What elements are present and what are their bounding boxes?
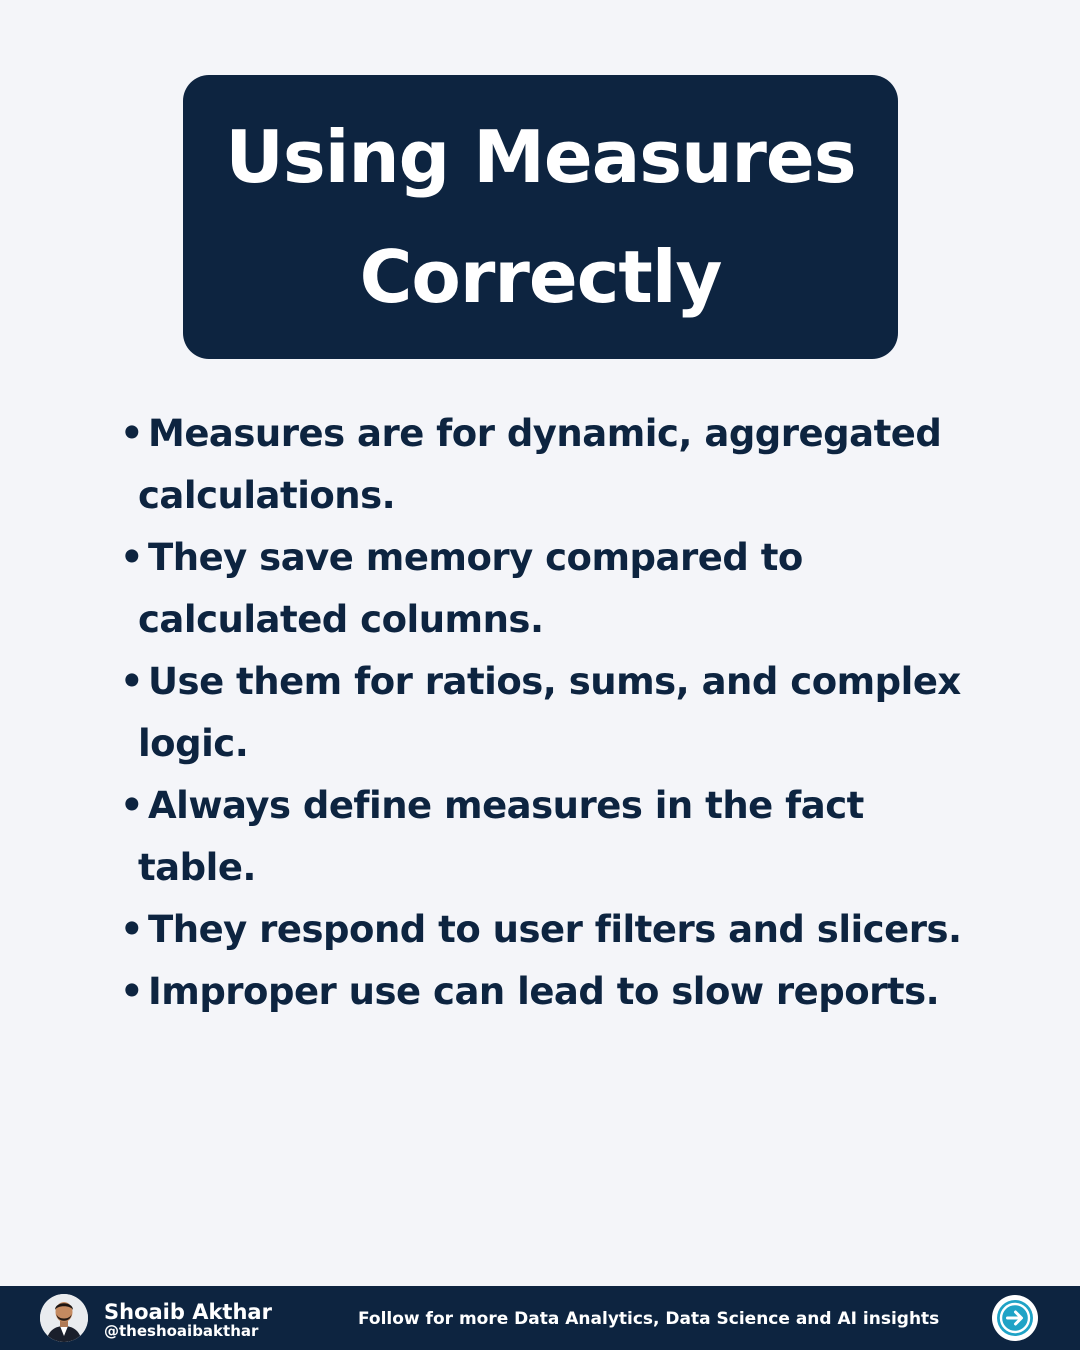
- bullet-text: Always define measures in the fact table.: [138, 784, 864, 889]
- bullet-text: Use them for ratios, sums, and complex logic.: [138, 660, 961, 765]
- author-handle: @theshoaibakthar: [104, 1322, 259, 1340]
- title-line-1: Using Measures: [225, 115, 856, 199]
- follow-cta-text: Follow for more Data Analytics, Data Science and AI insights: [358, 1309, 940, 1329]
- bullet-dot: •: [120, 536, 144, 579]
- bullet-item: [120, 651, 970, 775]
- footer-bar: [0, 1286, 1080, 1350]
- next-slide-button[interactable]: [992, 1295, 1038, 1341]
- bullet-dot: •: [120, 908, 144, 951]
- bullet-item: [120, 403, 970, 527]
- bullet-dot: •: [120, 970, 144, 1013]
- bullet-item: [120, 961, 970, 1023]
- bullet-text: They save memory compared to calculated columns.: [138, 536, 803, 641]
- bullet-item: [120, 775, 970, 899]
- bullet-text: Improper use can lead to slow reports.: [148, 970, 940, 1013]
- bullet-text: Measures are for dynamic, aggregated calculations.: [138, 412, 942, 517]
- title-line-2: Correctly: [359, 235, 722, 319]
- title-card: [183, 75, 898, 359]
- bullet-item: [120, 899, 970, 961]
- author-name: Shoaib Akthar: [104, 1300, 272, 1324]
- bullet-list: [120, 403, 970, 1023]
- author-avatar: [40, 1294, 88, 1342]
- bullet-dot: •: [120, 660, 144, 703]
- avatar-portrait-icon: [40, 1294, 88, 1342]
- bullet-text: They respond to user filters and slicers.: [148, 908, 962, 951]
- bullet-item: [120, 527, 970, 651]
- arrow-right-circle-icon: [992, 1295, 1038, 1341]
- bullet-dot: •: [120, 784, 144, 827]
- bullet-dot: •: [120, 412, 144, 455]
